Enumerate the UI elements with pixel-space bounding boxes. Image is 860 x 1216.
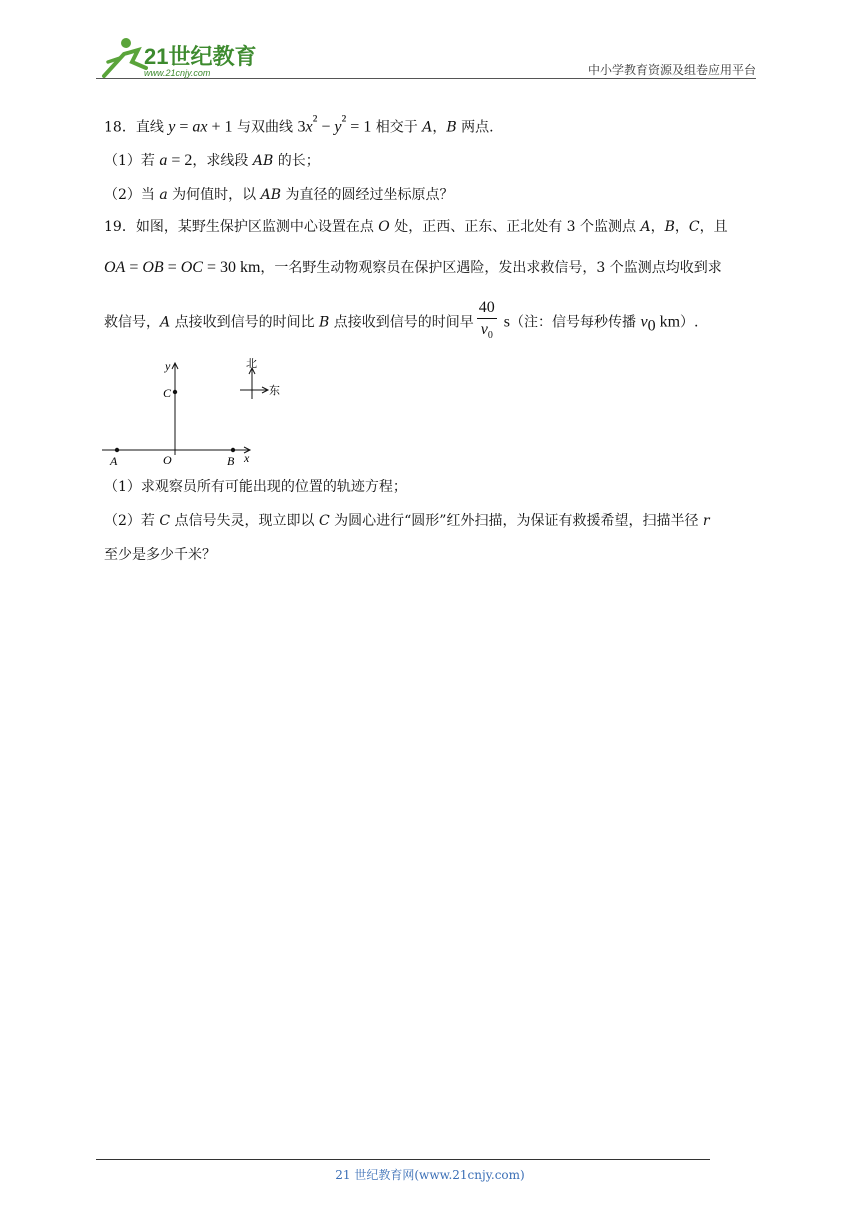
label-north: 北 bbox=[246, 357, 257, 370]
logo-text: 21世纪教育 bbox=[144, 44, 257, 69]
point-a bbox=[115, 448, 119, 452]
point-b bbox=[231, 448, 235, 452]
q19-line3: 救信号，A 点接收到信号的时间比 B 点接收到信号的时间早 $\frac{40}{v_0}$ s（注：信号每秒传播 $v_0$ km）. bbox=[104, 298, 756, 348]
q19-part2-cont: 至少是多少千米？ bbox=[104, 547, 216, 563]
footer-divider bbox=[96, 1159, 710, 1160]
label-a: A bbox=[110, 454, 118, 468]
q19-line1: 19．如图，某野生保护区监测中心设置在点 O 处，正西、正东、正北处有 3 个监测点 A，B，C，且 bbox=[104, 219, 728, 235]
coordinate-figure bbox=[100, 355, 300, 475]
q18-part2: （2）当 a 为何值时，以 AB 为直径的圆经过坐标原点？ bbox=[104, 187, 454, 203]
label-b: B bbox=[227, 454, 235, 468]
label-east: 东 bbox=[269, 384, 280, 397]
label-o: O bbox=[163, 453, 172, 467]
footer-link[interactable]: 21 世纪教育网(www.21cnjy.com) bbox=[335, 1168, 525, 1182]
site-logo bbox=[94, 36, 264, 82]
header-divider bbox=[96, 78, 756, 79]
label-y: y bbox=[165, 359, 171, 373]
label-x: x bbox=[244, 451, 250, 465]
q19-part2: （2）若 C 点信号失灵，现立即以 C 为圆心进行“圆形”红外扫描，为保证有救援希望，扫描半径 r bbox=[104, 513, 710, 529]
q19-line2: OA = OB = OC = 30 km，一名野生动物观察员在保护区遇险，发出求救信号，3 个监测点均收到求 bbox=[104, 259, 722, 276]
q18-stem: 18．直线 y = ax + 1 与双曲线 $3x^{^2} - y^{^2} = 1$ 相交于 A，B 两点. bbox=[104, 113, 494, 136]
label-c: C bbox=[163, 386, 172, 400]
q19-part1: （1）求观察员所有可能出现的位置的轨迹方程； bbox=[104, 479, 407, 495]
q18-part1: （1）若 a = 2，求线段 AB 的长； bbox=[104, 152, 320, 169]
point-c bbox=[173, 390, 177, 394]
header-tagline: 中小学教育资源及组卷应用平台 bbox=[587, 63, 756, 77]
fraction-40-over-v0: $\frac{40}{v_0}$ bbox=[478, 299, 495, 342]
logo-url: www.21cnjy.com bbox=[144, 68, 211, 78]
